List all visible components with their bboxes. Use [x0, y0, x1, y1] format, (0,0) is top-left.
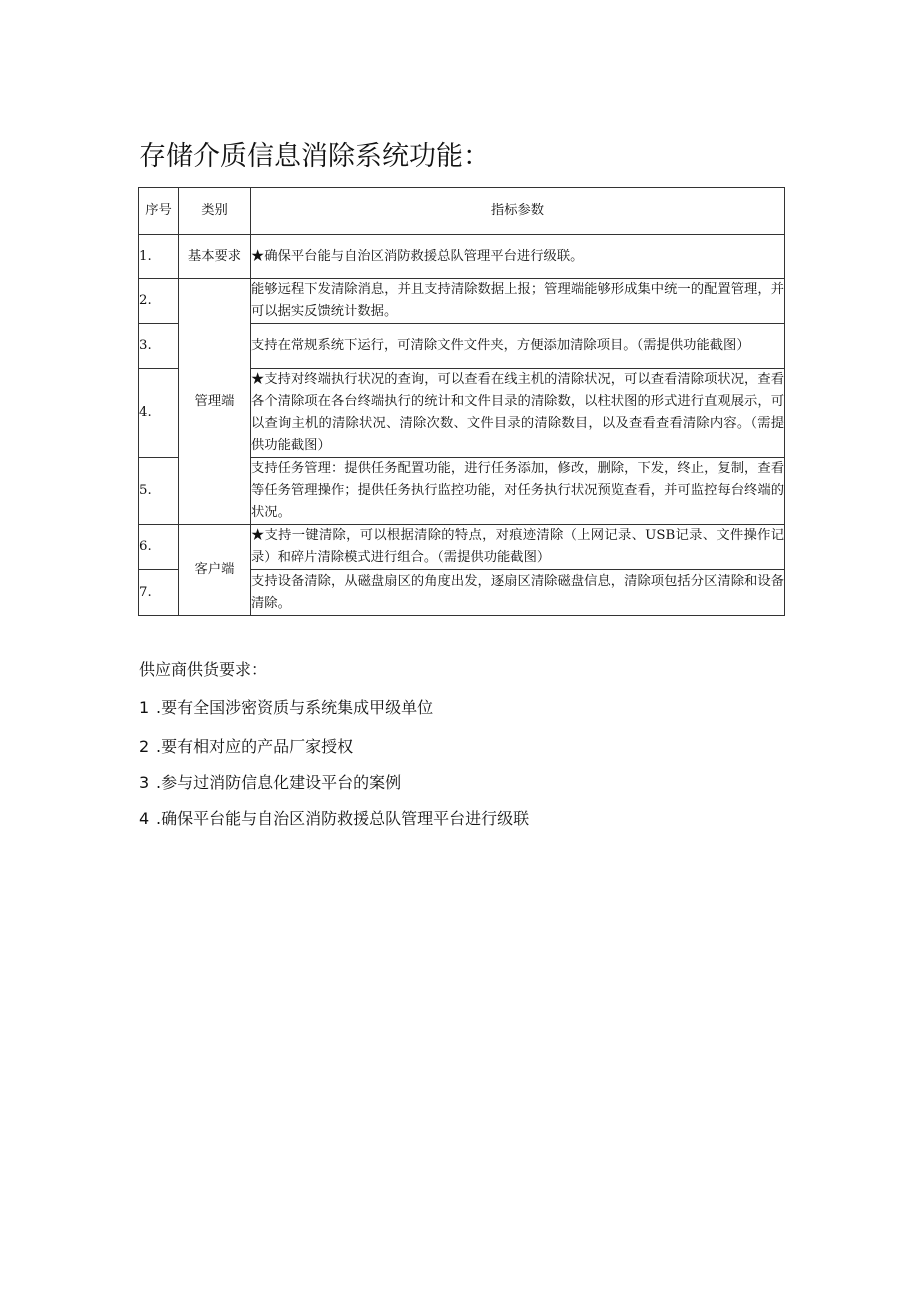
param-text: 支持任务管理：提供任务配置功能，进行任务添加，修改，删除，下发，终止，复制，查看等任务管理操作；提供任务执行监控功能，对任务执行状况预览查看，并可监控每台终端的状况。 [251, 458, 785, 525]
row-number: 4. [139, 369, 179, 458]
row-number: 2. [139, 279, 179, 324]
row-number: 5. [139, 458, 179, 525]
param-text: 能够远程下发清除消息，并且支持清除数据上报；管理端能够形成集中统一的配置管理，并可以据实反馈统计数据。 [251, 279, 785, 324]
table-row [139, 235, 785, 279]
row-number: 3. [139, 324, 179, 369]
header-params: 指标参数 [251, 188, 785, 235]
supply-item [139, 695, 433, 718]
supply-item-text: .要有相对应的产品厂家授权 [156, 737, 354, 756]
param-text: ★支持一键清除，可以根据清除的特点，对痕迹清除（上网记录、USB记录、文件操作记录）和碎片清除模式进行组合。（需提供功能截图） [251, 525, 785, 570]
header-category: 类别 [179, 188, 251, 235]
supply-item [139, 770, 401, 793]
category-basic: 基本要求 [179, 235, 251, 279]
param-text: 支持在常规系统下运行，可清除文件文件夹，方便添加清除项目。（需提供功能截图） [251, 324, 785, 369]
spec-table [138, 187, 785, 616]
row-number: 7. [139, 570, 179, 616]
supply-item-text: .要有全国涉密资质与系统集成甲级单位 [156, 698, 434, 717]
supply-item-number: 1 [139, 698, 150, 717]
supply-item-number: 4 [139, 809, 150, 828]
row-number: 6. [139, 525, 179, 570]
header-no: 序号 [139, 188, 179, 235]
param-text: 支持设备清除，从磁盘扇区的角度出发，逐扇区清除磁盘信息，清除项包括分区清除和设备清除。 [251, 570, 785, 616]
table-header-row [139, 188, 785, 235]
table-row [139, 279, 785, 324]
supply-heading: 供应商供货要求： [139, 660, 268, 679]
supply-item [139, 734, 353, 757]
category-management: 管理端 [179, 279, 251, 525]
param-text: ★支持对终端执行状况的查询，可以查看在线主机的清除状况，可以查看清除项状况，查看各个清除项在各台终端执行的统计和文件目录的清除数，以柱状图的形式进行直观展示，可以查询主机的清除状况、清除次数、文件目录的清除数目，以及查看查看清除内容。（需提供功能截图） [251, 369, 785, 458]
supply-item-text: .确保平台能与自治区消防救援总队管理平台进行级联 [156, 809, 530, 828]
category-client: 客户端 [179, 525, 251, 616]
supply-item-number: 3 [139, 773, 150, 792]
supply-item [139, 806, 529, 829]
table-row [139, 525, 785, 570]
supply-item-text: .参与过消防信息化建设平台的案例 [156, 773, 402, 792]
page-title: 存储介质信息消除系统功能： [139, 141, 490, 172]
row-number: 1. [139, 235, 179, 279]
supply-item-number: 2 [139, 737, 150, 756]
param-text: ★确保平台能与自治区消防救援总队管理平台进行级联。 [251, 235, 785, 279]
